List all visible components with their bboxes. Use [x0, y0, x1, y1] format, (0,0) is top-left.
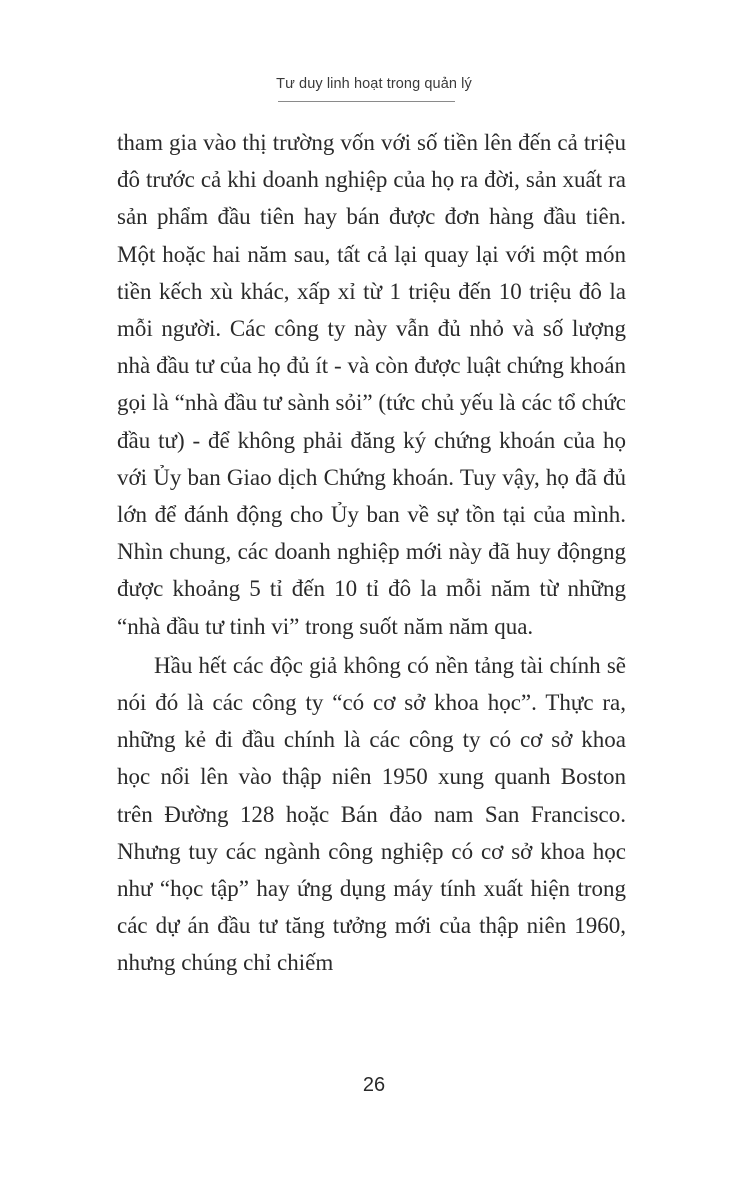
paragraph-1: tham gia vào thị trường vốn với số tiền lên đến cả triệu đô trước cả khi doanh nghiệp của họ ra đời, sản xuất ra sản phẩm đầu tiên hay bán được đơn hàng đầu tiên. Một hoặc hai năm sau, tất cả lại quay lại với một món tiền kếch xù khác, xấp xỉ từ 1 triệu đến 10 triệu đô la mỗi người. Các công ty này vẫn đủ nhỏ và số lượng nhà đầu tư của họ đủ ít - và còn được luật chứng khoán gọi là “nhà đầu tư sành sỏi” (tức chủ yếu là các tổ chức đầu tư) - để không phải đăng ký chứng khoán của họ với Ủy ban Giao dịch Chứng khoán. Tuy vậy, họ đã đủ lớn để đánh động cho Ủy ban về sự tồn tại của mình. Nhìn chung, các doanh nghiệp mới này đã huy độngng được khoảng 5 tỉ đến 10 tỉ đô la mỗi năm từ những “nhà đầu tư tinh vi” trong suốt năm năm qua. — [117, 130, 626, 639]
page-number: 26 — [362, 1074, 386, 1096]
header-rule — [278, 101, 455, 102]
running-header-title: Tư duy linh hoạt trong quản lý — [276, 76, 472, 92]
body-text — [117, 124, 626, 982]
paragraph-2: Hầu hết các độc giả không có nền tảng tài chính sẽ nói đó là các công ty “có cơ sở khoa học”. Thực ra, những kẻ đi đầu chính là các công ty có cơ sở khoa học nổi lên vào thập niên 1950 xung quanh Boston trên Đường 128 hoặc Bán đảo nam San Francisco. Nhưng tuy các ngành công nghiệp có cơ sở khoa học như “học tập” hay ứng dụng máy tính xuất hiện trong các dự án đầu tư tăng tưởng mới của thập niên 1960, nhưng chúng chỉ chiếm — [117, 652, 626, 976]
